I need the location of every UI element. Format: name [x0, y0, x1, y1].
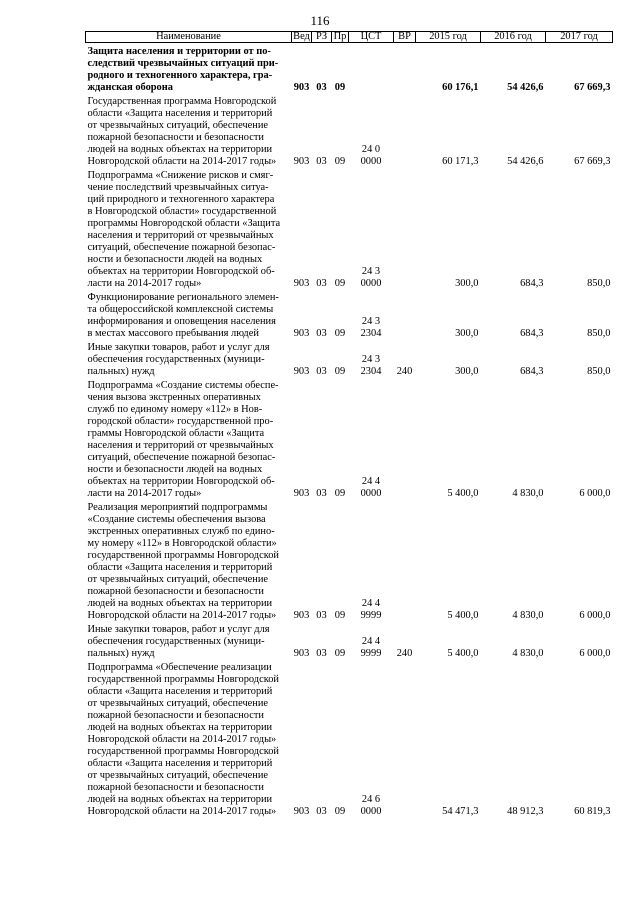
cell-y2016: 54 426,6 [507, 82, 544, 93]
row-name-line: населения и территорий от чрезвычайных [87, 440, 274, 451]
row-name-line: Государственная программа Новгородской [87, 96, 277, 107]
row-name-line: Подпрограмма «Снижение рисков и смяг- [87, 170, 274, 181]
cell-y2017: 67 669,3 [574, 156, 611, 167]
table-row [86, 502, 613, 624]
row-name-line: пальных) нужд [87, 648, 155, 659]
cell-vr: 240 [396, 648, 413, 659]
row-name-line: Реализация мероприятий подпрограммы [87, 502, 268, 513]
row-name [86, 292, 292, 342]
cell-y2016: 4 830,0 [512, 488, 544, 499]
row-name [86, 662, 292, 820]
row-name-line: от чрезвычайных ситуаций, обеспечение [87, 770, 269, 781]
cell-y2016: 4 830,0 [512, 610, 544, 621]
row-name-line: следствий чрезвычайных ситуаций при- [87, 58, 279, 69]
cell-cst: 24 4 9999 [360, 636, 382, 659]
cell-rz: 03 [316, 82, 327, 93]
row-name-line: пожарной безопасности и безопасности [87, 710, 264, 721]
cell-rz: 03 [316, 648, 327, 659]
cell-ved: 903 [293, 648, 310, 659]
cell-vr [394, 170, 416, 292]
cell-vr [394, 292, 416, 342]
cell-y2017: 850,0 [587, 328, 611, 339]
row-name-line: от чрезвычайных ситуаций, обеспечение [87, 574, 269, 585]
row-name-line: пожарной безопасности и безопасности [87, 132, 264, 143]
table-body [86, 43, 613, 821]
cell-y2017: 850,0 [587, 278, 611, 289]
table-row [86, 43, 613, 97]
cell-ved: 903 [293, 82, 310, 93]
cell-pr: 09 [334, 366, 346, 377]
row-name-line: Подпрограмма «Создание системы обеспе- [87, 380, 279, 391]
cell-rz: 03 [316, 278, 327, 289]
cell-cst: 24 4 9999 [360, 598, 382, 621]
header-2015: 2015 год [416, 32, 481, 43]
cell-cst: 24 3 2304 [360, 316, 382, 339]
cell-y2017: 67 669,3 [574, 82, 611, 93]
cell-y2017: 6 000,0 [579, 610, 611, 621]
budget-table [85, 31, 613, 820]
row-name-line: ситуаций, обеспечение пожарной безопас- [87, 452, 276, 463]
row-name-line: объектах на территории Новгородской об- [87, 266, 275, 277]
cell-rz: 03 [316, 488, 327, 499]
cell-y2015: 300,0 [455, 366, 479, 377]
cell-rz: 03 [316, 610, 327, 621]
table-row [86, 96, 613, 170]
header-ved: Вед [293, 31, 310, 42]
cell-ved: 903 [293, 328, 310, 339]
row-name-line: Новгородской области на 2014-2017 годы» [87, 734, 277, 745]
cell-y2017: 6 000,0 [579, 648, 611, 659]
row-name-line: от чрезвычайных ситуаций, обеспечение [87, 698, 269, 709]
cell-pr: 09 [334, 488, 346, 499]
cell-rz: 03 [316, 156, 327, 167]
cell-y2015: 60 176,1 [442, 82, 479, 93]
cell-cst: 24 4 0000 [360, 476, 382, 499]
row-name-line: ности и безопасности людей на водных [87, 254, 263, 265]
row-name-line: Новгородской области на 2014-2017 годы» [87, 610, 277, 621]
table-row [86, 292, 613, 342]
header-pr: Пр [332, 32, 349, 43]
cell-y2016: 684,3 [520, 366, 544, 377]
table-row [86, 342, 613, 380]
cell-ved: 903 [293, 366, 310, 377]
cell-ved: 903 [293, 806, 310, 817]
row-name-line: «Создание системы обеспечения вызова [87, 514, 266, 525]
cell-y2016: 48 912,3 [507, 806, 544, 817]
cell-vr [394, 380, 416, 502]
table-header-row [86, 32, 613, 43]
cell-cst: 24 6 0000 [360, 794, 382, 817]
row-name-line: ситуаций, обеспечение пожарной безопас- [87, 242, 276, 253]
cell-y2016: 4 830,0 [512, 648, 544, 659]
row-name-line: области «Защита населения и территорий [87, 108, 273, 119]
cell-pr: 09 [334, 278, 346, 289]
header-vr: ВР [394, 32, 416, 43]
row-name-line: людей на водных объектах на территории [87, 598, 273, 609]
cell-cst: 24 0 0000 [360, 144, 382, 167]
row-name [86, 96, 292, 170]
row-name-line: области «Защита населения и территорий [87, 562, 273, 573]
row-name-line: ций природного и техногенного характера [87, 194, 275, 205]
row-name-line: в Новгородской области» государственной [87, 206, 277, 217]
header-2016: 2016 год [481, 32, 546, 43]
row-name-line: в местах массового пребывания людей [87, 328, 259, 339]
cell-pr: 09 [334, 82, 346, 93]
table-row [86, 380, 613, 502]
row-name-line: обеспечения государственных (муници- [87, 354, 265, 365]
cell-y2015: 5 400,0 [447, 610, 479, 621]
cell-y2017: 850,0 [587, 366, 611, 377]
row-name-line: людей на водных объектах на территории [87, 794, 273, 805]
row-name [86, 170, 292, 292]
cell-pr: 09 [334, 648, 346, 659]
header-cst: ЦСТ [349, 32, 394, 43]
row-name [86, 502, 292, 624]
row-name-line: му номеру «112» в Новгородской области» [87, 538, 277, 549]
cell-vr: 240 [396, 366, 413, 377]
cell-y2016: 684,3 [520, 328, 544, 339]
row-name-line: области «Защита населения и территорий [87, 758, 273, 769]
row-name-line: та общероссийской комплексной системы [87, 304, 274, 315]
row-name-line: Защита населения и территории от по- [87, 46, 271, 57]
table-row [86, 662, 613, 820]
cell-ved: 903 [293, 156, 310, 167]
cell-pr: 09 [334, 328, 346, 339]
row-name-line: Новгородской области на 2014-2017 годы» [87, 156, 277, 167]
row-name-line: пальных) нужд [87, 366, 155, 377]
row-name-line: государственной программы Новгородской [87, 746, 279, 757]
row-name-line: городской области» государственной про- [87, 416, 274, 427]
row-name-line: Иные закупки товаров, работ и услуг для [87, 624, 270, 635]
cell-vr [394, 43, 416, 97]
row-name-line: объектах на территории Новгородской об- [87, 476, 275, 487]
cell-vr [394, 96, 416, 170]
row-name-line: ласти на 2014-2017 годы» [87, 278, 202, 289]
row-name [86, 380, 292, 502]
row-name-line: пожарной безопасности и безопасности [87, 782, 264, 793]
row-name [86, 342, 292, 380]
header-name: Наименование [86, 32, 292, 43]
cell-y2016: 54 426,6 [507, 156, 544, 167]
row-name-line: населения и территорий от чрезвычайных [87, 230, 274, 241]
cell-y2016: 684,3 [520, 278, 544, 289]
row-name-line: граммы Новгородской области «Защита [87, 428, 265, 439]
row-name-line: ласти на 2014-2017 годы» [87, 488, 202, 499]
row-name-line: людей на водных объектах на территории [87, 722, 273, 733]
row-name-line: людей на водных объектах на территории [87, 144, 273, 155]
row-name-line: чение последствий чрезвычайных ситуа- [87, 182, 269, 193]
cell-ved: 903 [293, 278, 310, 289]
row-name-line: области «Защита населения и территорий [87, 686, 273, 697]
cell-cst: 24 3 0000 [360, 266, 382, 289]
row-name-line: обеспечения государственных (муници- [87, 636, 265, 647]
cell-y2015: 300,0 [455, 278, 479, 289]
row-name-line: жданская оборона [87, 82, 173, 93]
row-name-line: от чрезвычайных ситуаций, обеспечение [87, 120, 269, 131]
row-name-line: программы Новгородской области «Защита [87, 218, 281, 229]
row-name-line: государственной программы Новгородской [87, 674, 279, 685]
row-name [86, 43, 292, 97]
row-name-line: Подпрограмма «Обеспечение реализации [87, 662, 272, 673]
cell-y2015: 54 471,3 [442, 806, 479, 817]
cell-cst [349, 43, 394, 97]
row-name [86, 624, 292, 662]
row-name-line: служб по единому номеру «112» в Нов- [87, 404, 263, 415]
cell-vr [394, 502, 416, 624]
row-name-line: чения вызова экстренных оперативных [87, 392, 261, 403]
row-name-line: родного и техногенного характера, гра- [87, 70, 273, 81]
row-name-line: Новгородской области на 2014-2017 годы» [87, 806, 277, 817]
cell-vr [394, 662, 416, 820]
row-name-line: информирования и оповещения населения [87, 316, 276, 327]
row-name-line: экстренных оперативных служб по едино- [87, 526, 275, 537]
row-name-line: ности и безопасности людей на водных [87, 464, 263, 475]
cell-rz: 03 [316, 806, 327, 817]
cell-y2015: 5 400,0 [447, 648, 479, 659]
row-name-line: государственной программы Новгородской [87, 550, 279, 561]
cell-y2015: 5 400,0 [447, 488, 479, 499]
cell-ved: 903 [293, 610, 310, 621]
row-name-line: Иные закупки товаров, работ и услуг для [87, 342, 270, 353]
cell-y2017: 60 819,3 [574, 806, 611, 817]
cell-cst: 24 3 2304 [360, 354, 382, 377]
cell-y2015: 60 171,3 [442, 156, 479, 167]
cell-pr: 09 [334, 610, 346, 621]
cell-rz: 03 [316, 366, 327, 377]
cell-pr: 09 [334, 156, 346, 167]
page-number: 116 [310, 13, 330, 28]
cell-pr: 09 [334, 806, 346, 817]
cell-y2015: 300,0 [455, 328, 479, 339]
cell-rz: 03 [316, 328, 327, 339]
table-row [86, 624, 613, 662]
cell-y2017: 6 000,0 [579, 488, 611, 499]
header-2017: 2017 год [546, 32, 613, 43]
table-row [86, 170, 613, 292]
row-name-line: Функционирование регионального элемен- [87, 292, 279, 303]
row-name-line: пожарной безопасности и безопасности [87, 586, 264, 597]
cell-ved: 903 [293, 488, 310, 499]
header-rz: РЗ [312, 32, 332, 43]
